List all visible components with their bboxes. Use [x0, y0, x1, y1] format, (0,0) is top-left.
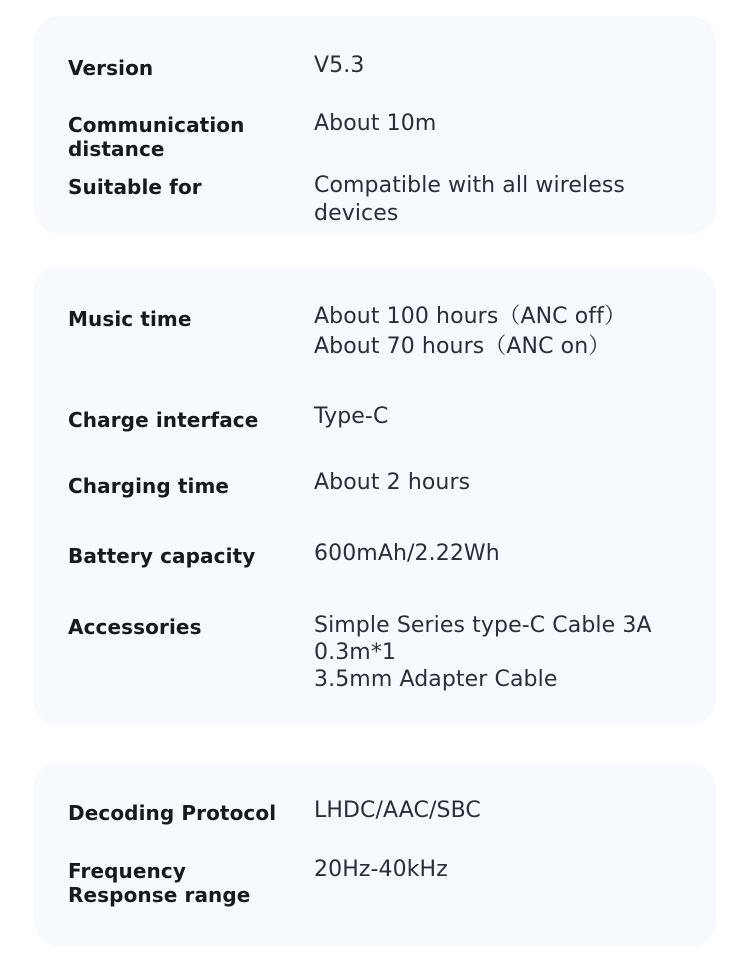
- spec-value: V5.3: [314, 53, 365, 78]
- spec-value: About 2 hours: [314, 470, 471, 495]
- spec-value: 600mAh/2.22Wh: [314, 541, 500, 566]
- spec-value: Compatible with all wireless devices: [314, 173, 625, 226]
- spec-value: LHDC/AAC/SBC: [314, 798, 481, 823]
- spec-value: 20Hz-40kHz: [314, 857, 448, 882]
- spec-value: About 100 hours（ANC off） About 70 hours（ANC on）: [314, 304, 627, 359]
- spec-card-connectivity: [34, 16, 716, 234]
- spec-label: Version: [68, 56, 154, 80]
- spec-value: About 10m: [314, 111, 437, 136]
- spec-label: Communication distance: [68, 113, 245, 161]
- spec-label: Accessories: [68, 615, 202, 639]
- spec-label: Charging time: [68, 474, 230, 498]
- spec-card-battery: [34, 267, 716, 725]
- spec-card-audio: [34, 763, 716, 947]
- spec-label: Charge interface: [68, 408, 259, 432]
- spec-label: Music time: [68, 307, 192, 331]
- spec-value: Simple Series type-C Cable 3A 0.3m*1 3.5mm Adapter Cable: [314, 613, 652, 692]
- spec-label: Suitable for: [68, 175, 202, 199]
- spec-label: Decoding Protocol: [68, 801, 277, 825]
- spec-label: Frequency Response range: [68, 859, 251, 907]
- spec-label: Battery capacity: [68, 544, 256, 568]
- spec-value: Type-C: [314, 404, 389, 429]
